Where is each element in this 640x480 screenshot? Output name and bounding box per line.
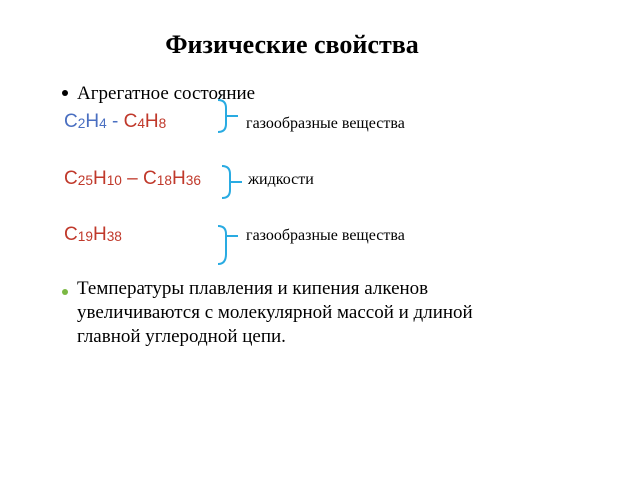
bullet-text: Агрегатное состояние bbox=[77, 83, 256, 104]
formula-symbol: C bbox=[123, 111, 138, 132]
formula-symbol: - bbox=[106, 111, 124, 132]
bullet-dot bbox=[62, 289, 68, 295]
formula-symbol: H bbox=[171, 168, 186, 189]
formula-subscript: 18 bbox=[156, 173, 172, 188]
formula-symbol: H bbox=[92, 224, 107, 245]
formula-row-3 bbox=[64, 224, 122, 246]
formula-symbol: – bbox=[121, 168, 144, 189]
formula-symbol: C bbox=[64, 168, 78, 189]
desc-row-1: газообразные вещества bbox=[246, 115, 405, 132]
formula-symbol: H bbox=[85, 111, 100, 132]
formula-row-2 bbox=[64, 168, 201, 190]
formula-row-1 bbox=[64, 111, 166, 133]
formula-subscript: 38 bbox=[106, 229, 122, 244]
formula-subscript: 4 bbox=[137, 116, 145, 131]
bracket-row-1 bbox=[214, 98, 244, 134]
desc-row-2: жидкости bbox=[248, 171, 314, 188]
formula-subscript: 2 bbox=[77, 116, 86, 131]
bracket-row-3 bbox=[214, 224, 244, 266]
formula-symbol: C bbox=[143, 168, 157, 189]
formula-symbol: C bbox=[64, 224, 78, 245]
formula-subscript: 4 bbox=[99, 116, 107, 131]
formula-subscript: 8 bbox=[158, 116, 167, 131]
formula-symbol: C bbox=[64, 111, 78, 132]
bracket-row-2 bbox=[218, 164, 248, 200]
slide-title: Физические свойства bbox=[165, 30, 419, 59]
formula-symbol: H bbox=[92, 168, 107, 189]
formula-subscript: 19 bbox=[77, 229, 93, 244]
formula-subscript: 10 bbox=[106, 173, 122, 188]
formula-subscript: 25 bbox=[77, 173, 93, 188]
desc-row-3: газообразные вещества bbox=[246, 227, 405, 244]
bullet-dot bbox=[62, 90, 68, 96]
formula-symbol: H bbox=[144, 111, 159, 132]
formula-subscript: 36 bbox=[185, 173, 201, 188]
temperatures-paragraph: Температуры плавления и кипения алкенов увеличиваются с молекулярной массой и длиной главной углеродной цепи. bbox=[77, 278, 473, 347]
